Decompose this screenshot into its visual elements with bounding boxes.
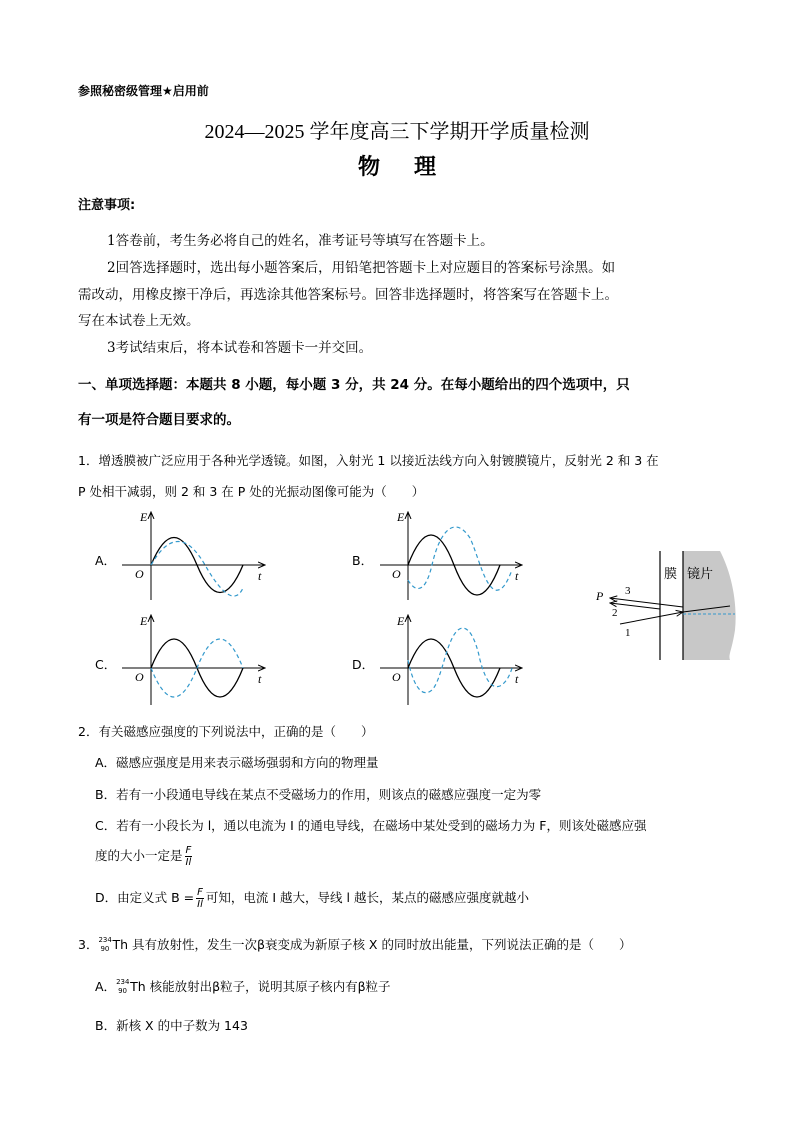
fraction-numerator: F [185,845,192,856]
notice-item-1: 1答卷前，考生务必将自己的姓名，准考证号等填写在答题卡上。 [107,233,494,249]
q2-option-c-fraction [185,845,193,868]
lens-label: 镜片 [687,566,714,581]
q3-option-a-text: Th 核能放射出β粒子，说明其原子核内有β粒子 [130,979,391,994]
q2-option-a: A．磁感应强度是用来表示磁场强弱和方向的物理量 [95,755,379,770]
graph-b [380,510,522,600]
graph-d-t-label: t [515,672,519,686]
graph-a [122,510,265,600]
notice-item-2-line-3: 写在本试卷上无效。 [78,313,200,329]
q3-option-b: B．新核 X 的中子数为 143 [95,1018,248,1033]
q2-option-d-text: 可知，电流 I 越大，导线 l 越长，某点的磁感应强度就越小 [205,890,529,905]
graph-c-t-label: t [258,672,262,686]
graph-c-origin: O [135,670,144,684]
confidentiality-label: 参照秘密级管理★启用前 [78,84,209,98]
ray-2-label: 2 [612,607,618,619]
graph-a-t-label: t [258,569,262,583]
notice-item-2-line-1: 2回答选择题时，选出每小题答案后，用铅笔把答题卡上对应题目的答案标号涂黑。如 [107,260,616,276]
fraction-numerator: F [197,887,203,898]
q3-option-a-prefix: A． [95,979,117,994]
section-1-heading-line-2: 有一项是符合题目要求的。 [78,412,240,428]
ray-2 [610,603,660,609]
subject-title: 物理 [357,154,470,180]
q2-option-c-line-1: C．若有一小段长为 l，通以电流为 I 的通电导线，在磁场中某处受到的磁场力为 F，则该处磁感应强 [95,818,647,833]
q1-option-a-label: A． [95,553,117,568]
q3-number: 3． [78,937,99,952]
graph-b-origin: O [392,567,401,581]
ray-1 [620,612,683,624]
graph-c-e-label: E [140,614,148,628]
q2-stem: 2．有关磁感应强度的下列说法中，正确的是（ ） [78,724,374,739]
q2-option-b: B．若有一小段通电导线在某点不受磁场力的作用，则该点的磁感应强度一定为零 [95,787,542,802]
film-lens-figure [595,551,736,660]
notice-heading: 注意事项: [78,198,136,213]
graph-d-e-label: E [397,614,405,628]
graph-b-wave-dashed [408,527,512,590]
ray-3-label: 3 [625,585,631,597]
graph-a-origin: O [135,567,144,581]
film-label: 膜 [664,566,678,581]
q1-option-b-label: B． [352,553,374,568]
thorium-isotope [116,977,130,995]
q1-option-c-label: C． [95,657,117,672]
ray-3 [610,598,683,607]
thorium-isotope [98,935,112,953]
isotope-mass: 234 [98,935,112,944]
ray-1-label: 1 [625,627,631,639]
isotope-atomic-number: 90 [100,944,110,953]
point-p-label: P [596,589,604,603]
fraction-denominator: Il [197,899,203,910]
graph-b-t-label: t [515,569,519,583]
isotope-atomic-number: 90 [118,986,127,995]
graph-a-e-label: E [140,510,148,524]
graph-d [380,614,522,705]
q1-stem-line-2: P 处相干减弱，则 2 和 3 在 P 处的光振动图像可能为（ ） [78,484,425,499]
q2-option-d-fraction [196,887,204,910]
exam-title: 2024—2025 学年度高三下学期开学质量检测 [204,121,590,143]
notice-item-3: 3考试结束后，将本试卷和答题卡一并交回。 [107,340,373,356]
notice-item-2-line-2: 需改动，用橡皮擦干净后，再选涂其他答案标号。回答非选择题时，将答案写在答题卡上。 [78,287,618,303]
graph-d-wave-dashed [408,628,512,693]
q3-stem [78,935,631,953]
q2-option-d [95,887,529,910]
section-1-heading-line-1: 一、单项选择题：本题共 8 小题，每小题 3 分，共 24 分。在每小题给出的四个选项中，只 [78,377,630,393]
q1-stem-line-1: 1．增透膜被广泛应用于各种光学透镜。如图，入射光 1 以接近法线方向入射镀膜镜片，反射光 2 和 3 在 [78,453,659,468]
q1-option-d-label: D． [352,657,375,672]
q3-option-a [95,977,391,995]
q2-option-c-line-2 [95,845,194,868]
q3-stem-text: Th 具有放射性，发生一次β衰变成为新原子核 X 的同时放出能量，下列说法正确的是（ ） [112,937,632,952]
fraction-denominator: Il [185,857,192,868]
q2-option-c-text: 度的大小一定是 [95,848,183,863]
graph-b-e-label: E [397,510,405,524]
graph-d-origin: O [392,670,401,684]
graph-c [122,614,265,705]
q2-option-d-prefix: D．由定义式 B = [95,890,195,905]
isotope-mass: 234 [116,977,130,986]
